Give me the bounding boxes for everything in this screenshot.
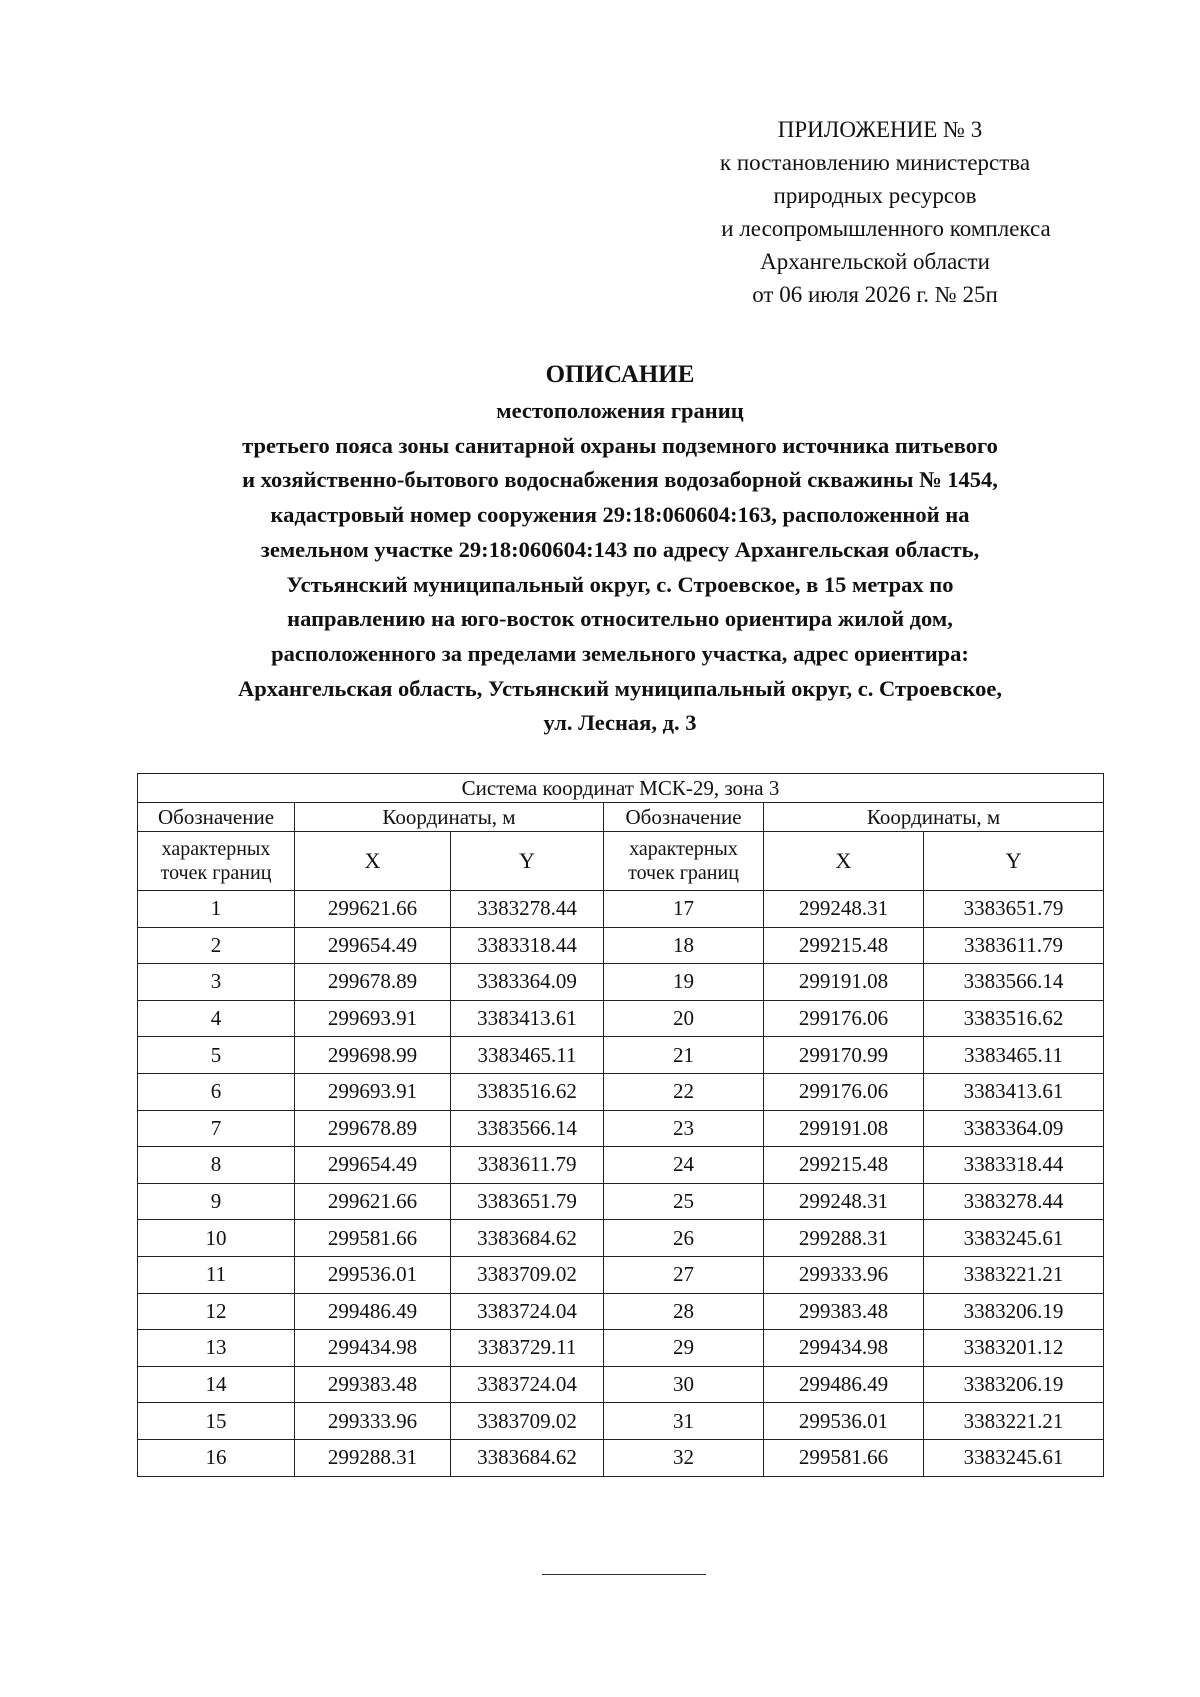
y-value-cell: 3383465.11 [451,1037,604,1074]
y-value-cell: 3383611.79 [924,927,1104,964]
x-value-cell: 299333.96 [295,1403,451,1440]
point-number-cell: 22 [604,1073,764,1110]
y-value-cell: 3383245.61 [924,1439,1104,1476]
point-number-cell: 20 [604,1000,764,1037]
table-row [138,1220,1104,1257]
title-line: ул. Лесная, д. 3 [543,710,697,736]
table-row [138,1366,1104,1403]
table-row [138,1000,1104,1037]
x-header: X [764,832,924,891]
x-value-cell: 299621.66 [295,891,451,928]
y-value-cell: 3383221.21 [924,1403,1104,1440]
x-value-cell: 299654.49 [295,1147,451,1184]
point-label-header: Обозначение [604,803,764,832]
point-number-cell: 21 [604,1037,764,1074]
point-number-cell: 13 [138,1330,295,1367]
y-value-cell: 3383318.44 [924,1147,1104,1184]
table-row [138,891,1104,928]
y-value-cell: 3383278.44 [924,1183,1104,1220]
x-value-cell: 299693.91 [295,1000,451,1037]
coords-header: Координаты, м [764,803,1104,832]
y-value-cell: 3383684.62 [451,1220,604,1257]
annex-line: Архангельской области [760,249,990,274]
title-line: направлению на юго-восток относительно ориентира жилой дом, [287,606,953,632]
table-header-row [138,832,1104,891]
x-value-cell: 299698.99 [295,1037,451,1074]
table-row [138,964,1104,1001]
table-row [138,1073,1104,1110]
y-value-cell: 3383465.11 [924,1037,1104,1074]
point-number-cell: 10 [138,1220,295,1257]
x-value-cell: 299248.31 [764,891,924,928]
title-line: кадастровый номер сооружения 29:18:060604:163, расположенной на [270,502,970,528]
point-number-cell: 23 [604,1110,764,1147]
y-value-cell: 3383516.62 [451,1073,604,1110]
y-value-cell: 3383724.04 [451,1366,604,1403]
x-value-cell: 299486.49 [295,1293,451,1330]
x-value-cell: 299191.08 [764,1110,924,1147]
x-value-cell: 299536.01 [295,1256,451,1293]
x-value-cell: 299288.31 [295,1439,451,1476]
point-number-cell: 16 [138,1439,295,1476]
point-number-cell: 18 [604,927,764,964]
document-title [110,356,1130,741]
x-value-cell: 299581.66 [295,1220,451,1257]
table-row [138,1037,1104,1074]
table-row [138,1293,1104,1330]
point-number-cell: 6 [138,1073,295,1110]
y-value-cell: 3383413.61 [924,1073,1104,1110]
x-value-cell: 299170.99 [764,1037,924,1074]
y-value-cell: 3383684.62 [451,1439,604,1476]
y-value-cell: 3383651.79 [451,1183,604,1220]
table-body [138,891,1104,1477]
x-value-cell: 299215.48 [764,927,924,964]
point-number-cell: 2 [138,927,295,964]
y-value-cell: 3383724.04 [451,1293,604,1330]
annex-line: и лесопромышленного комплекса [721,216,1051,241]
point-number-cell: 3 [138,964,295,1001]
footer-divider [542,1574,706,1575]
table-row [138,1147,1104,1184]
x-value-cell: 299678.89 [295,964,451,1001]
x-value-cell: 299191.08 [764,964,924,1001]
point-number-cell: 29 [604,1330,764,1367]
table-row [138,1110,1104,1147]
x-value-cell: 299383.48 [764,1293,924,1330]
annex-header [640,113,1110,311]
point-label-subheader: характерных точек границ [138,832,295,891]
point-number-cell: 5 [138,1037,295,1074]
title-line: Устьянский муниципальный округ, с. Строевское, в 15 метрах по [286,571,954,597]
x-value-cell: 299215.48 [764,1147,924,1184]
point-number-cell: 1 [138,891,295,928]
point-number-cell: 24 [604,1147,764,1184]
coords-header: Координаты, м [295,803,604,832]
y-value-cell: 3383709.02 [451,1403,604,1440]
point-number-cell: 4 [138,1000,295,1037]
title-line: расположенного за пределами земельного участка, адрес ориентира: [271,640,969,666]
point-number-cell: 8 [138,1147,295,1184]
annex-number: ПРИЛОЖЕНИЕ № 3 [777,117,983,142]
x-value-cell: 299621.66 [295,1183,451,1220]
annex-line: к постановлению министерства [719,150,1031,175]
point-number-cell: 26 [604,1220,764,1257]
y-value-cell: 3383206.19 [924,1366,1104,1403]
y-value-cell: 3383364.09 [451,964,604,1001]
title-heading: ОПИСАНИЕ [545,361,695,388]
y-value-cell: 3383729.11 [451,1330,604,1367]
y-value-cell: 3383651.79 [924,891,1104,928]
x-value-cell: 299693.91 [295,1073,451,1110]
point-number-cell: 17 [604,891,764,928]
point-number-cell: 14 [138,1366,295,1403]
point-number-cell: 15 [138,1403,295,1440]
table-row [138,1330,1104,1367]
x-value-cell: 299654.49 [295,927,451,964]
title-line: земельном участке 29:18:060604:143 по адресу Архангельская область, [260,536,980,562]
table-system-row [138,774,1104,803]
title-line: и хозяйственно-бытового водоснабжения водозаборной скважины № 1454, [242,467,998,493]
y-value-cell: 3383566.14 [924,964,1104,1001]
y-header: Y [451,832,604,891]
point-number-cell: 31 [604,1403,764,1440]
x-value-cell: 299434.98 [764,1330,924,1367]
point-number-cell: 32 [604,1439,764,1476]
y-value-cell: 3383709.02 [451,1256,604,1293]
table-row [138,1256,1104,1293]
y-value-cell: 3383364.09 [924,1110,1104,1147]
y-value-cell: 3383206.19 [924,1293,1104,1330]
point-number-cell: 28 [604,1293,764,1330]
coordinate-system-label: Система координат МСК-29, зона 3 [138,774,1104,803]
point-number-cell: 7 [138,1110,295,1147]
annex-line: природных ресурсов [773,183,977,208]
y-value-cell: 3383318.44 [451,927,604,964]
title-line: третьего пояса зоны санитарной охраны подземного источника питьевого [242,432,998,458]
x-value-cell: 299486.49 [764,1366,924,1403]
coordinates-table [137,773,1104,1477]
table-row [138,1439,1104,1476]
point-number-cell: 12 [138,1293,295,1330]
point-number-cell: 19 [604,964,764,1001]
point-number-cell: 30 [604,1366,764,1403]
y-value-cell: 3383566.14 [451,1110,604,1147]
point-number-cell: 11 [138,1256,295,1293]
table-header-row [138,803,1104,832]
point-label-header: Обозначение [138,803,295,832]
y-header: Y [924,832,1104,891]
x-value-cell: 299434.98 [295,1330,451,1367]
x-value-cell: 299333.96 [764,1256,924,1293]
y-value-cell: 3383278.44 [451,891,604,928]
y-value-cell: 3383516.62 [924,1000,1104,1037]
x-value-cell: 299678.89 [295,1110,451,1147]
x-value-cell: 299288.31 [764,1220,924,1257]
point-number-cell: 9 [138,1183,295,1220]
x-value-cell: 299383.48 [295,1366,451,1403]
y-value-cell: 3383611.79 [451,1147,604,1184]
y-value-cell: 3383245.61 [924,1220,1104,1257]
y-value-cell: 3383413.61 [451,1000,604,1037]
x-value-cell: 299536.01 [764,1403,924,1440]
annex-date: от 06 июля 2026 г. № 25п [752,282,998,307]
x-value-cell: 299176.06 [764,1073,924,1110]
x-value-cell: 299581.66 [764,1439,924,1476]
point-number-cell: 25 [604,1183,764,1220]
point-label-subheader: характерных точек границ [604,832,764,891]
table-row [138,927,1104,964]
x-header: X [295,832,451,891]
table-row [138,1183,1104,1220]
y-value-cell: 3383221.21 [924,1256,1104,1293]
x-value-cell: 299176.06 [764,1000,924,1037]
table-row [138,1403,1104,1440]
point-number-cell: 27 [604,1256,764,1293]
title-line: Архангельская область, Устьянский муниципальный округ, с. Строевское, [238,675,1002,701]
y-value-cell: 3383201.12 [924,1330,1104,1367]
x-value-cell: 299248.31 [764,1183,924,1220]
title-line: местоположения границ [496,398,744,423]
